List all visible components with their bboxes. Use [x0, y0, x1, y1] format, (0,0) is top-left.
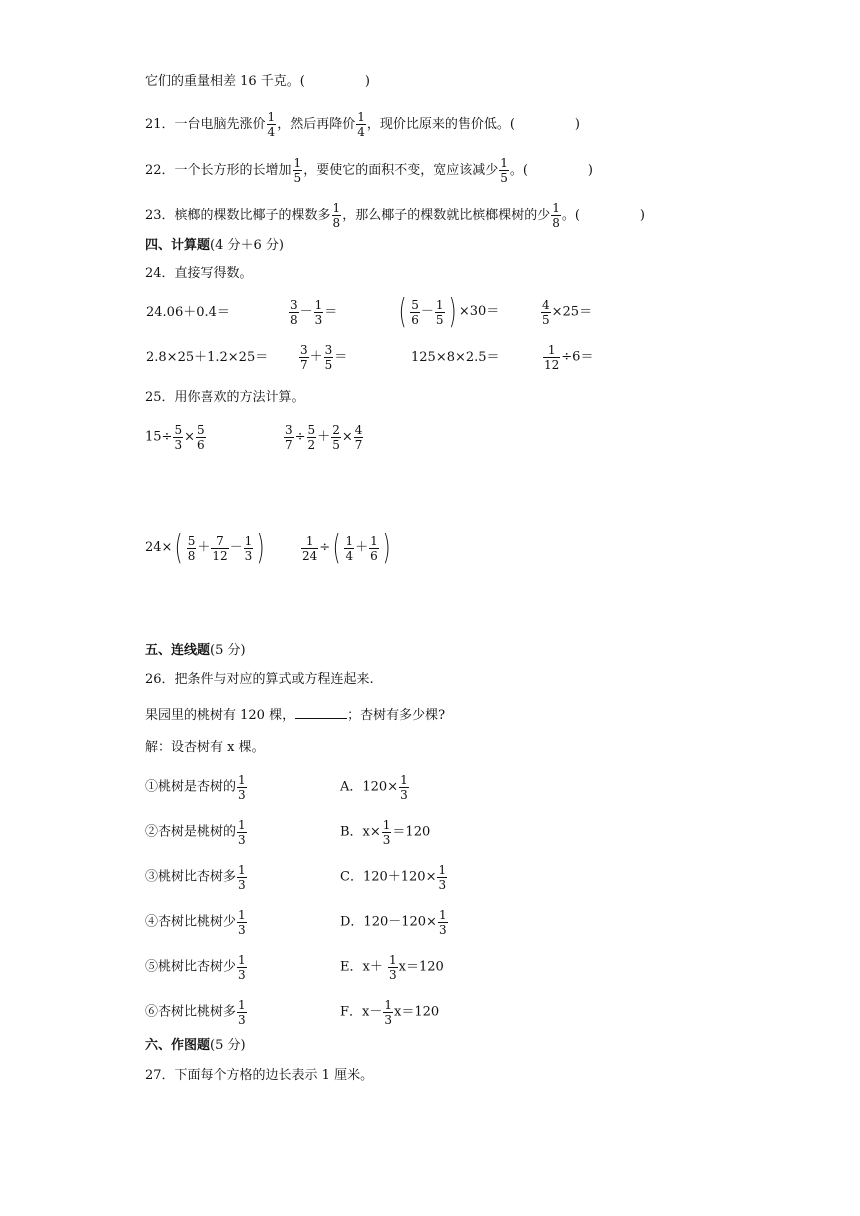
question-21: 21．一台电脑先涨价 $\frac{1}{4}$ ，然后再降价 $\frac{1}{4}$ ，现价比原来的售价低。( ) [145, 110, 580, 139]
match-right-f[interactable]: F．x－ $\frac{1}{3}$ x＝120 [340, 998, 440, 1027]
calc-24-3: ( $\frac{5}{6}$ － $\frac{1}{5}$ ) ×30＝ [398, 292, 500, 332]
answer-blank [295, 704, 347, 719]
q20-tail-line: 它们的重量相差 16 千克。( ) [145, 74, 370, 89]
section-6-heading: 六、作图题(5 分) [145, 1038, 246, 1053]
question-22: 22．一个长方形的长增加 $\frac{1}{5}$ ，要使它的面积不变，宽应该减少 $\frac{1}{5}$ 。( ) [145, 156, 593, 185]
calc-24-6: $\frac{3}{7}$ ＋ $\frac{3}{5}$ ＝ [300, 343, 348, 372]
fraction: $\frac{1}{8}$ [552, 201, 560, 230]
match-left-2[interactable]: ②杏树是桃树的 $\frac{1}{3}$ [145, 818, 246, 847]
match-right-d[interactable]: D．120－120× $\frac{1}{3}$ [340, 908, 447, 937]
fraction: $\frac{1}{5}$ [500, 156, 508, 185]
calc-25-1: 15÷ $\frac{5}{3}$ × $\frac{5}{6}$ [145, 423, 205, 452]
calc-25-2: $\frac{3}{7}$ ÷ $\frac{5}{2}$ ＋ $\frac{2}{5}$ × $\frac{4}{7}$ [285, 423, 363, 452]
fraction: $\frac{1}{4}$ [357, 110, 365, 139]
match-right-a[interactable]: A．120× $\frac{1}{3}$ [340, 773, 408, 802]
match-right-b[interactable]: B．x× $\frac{1}{3}$ ＝120 [340, 818, 431, 847]
calc-25-3: 24×( $\frac{5}{8}$ ＋ $\frac{7}{12}$ － $\frac{1}{3}$ ) [145, 528, 265, 568]
calc-24-8: $\frac{1}{12}$ ÷6＝ [544, 343, 594, 372]
match-left-5[interactable]: ⑤桃树比杏树少 $\frac{1}{3}$ [145, 953, 246, 982]
match-left-6[interactable]: ⑥杏树比桃树多 $\frac{1}{3}$ [145, 998, 246, 1027]
fraction: $\frac{1}{8}$ [332, 201, 341, 230]
match-right-c[interactable]: C．120＋120× $\frac{1}{3}$ [340, 863, 447, 892]
question-26-title: 26．把条件与对应的算式或方程连起来. [145, 672, 374, 687]
question-24-title: 24．直接写得数。 [145, 266, 253, 281]
question-26-solution: 解：设杏树有 x 棵。 [145, 740, 265, 755]
question-25-title: 25．用你喜欢的方法计算。 [145, 390, 305, 405]
fraction: $\frac{1}{4}$ [267, 110, 276, 139]
calc-24-1: 24.06＋0.4＝ [146, 305, 230, 320]
match-left-3[interactable]: ③桃树比杏树多 $\frac{1}{3}$ [145, 863, 246, 892]
calc-24-4: $\frac{4}{5}$ ×25＝ [542, 298, 593, 327]
section-5-heading: 五、连线题(5 分) [145, 643, 246, 658]
match-right-e[interactable]: E．x＋ $\frac{1}{3}$ x＝120 [340, 953, 444, 982]
calc-24-2: $\frac{3}{8}$ － $\frac{1}{3}$ ＝ [290, 298, 338, 327]
calc-24-7: 125×8×2.5＝ [411, 350, 500, 365]
calc-24-5: 2.8×25＋1.2×25＝ [146, 350, 269, 365]
question-23: 23．槟榔的棵数比椰子的棵数多 $\frac{1}{8}$ ，那么椰子的棵数就比槟榔棵树的少 $\frac{1}{8}$ 。( ) [145, 201, 645, 230]
match-left-4[interactable]: ④杏树比桃树少 $\frac{1}{3}$ [145, 908, 246, 937]
question-27-title: 27．下面每个方格的边长表示 1 厘米。 [145, 1068, 374, 1083]
calc-25-4: $\frac{1}{24}$ ÷( $\frac{1}{4}$ ＋ $\frac{1}{6}$ ) [302, 528, 391, 568]
section-4-heading: 四、计算题(4 分＋6 分) [145, 238, 284, 253]
question-26-problem: 果园里的桃树有 120 棵， ；杏树有多少棵? [145, 704, 445, 726]
match-left-1[interactable]: ①桃树是杏树的 $\frac{1}{3}$ [145, 773, 246, 802]
fraction: $\frac{1}{5}$ [293, 156, 302, 185]
